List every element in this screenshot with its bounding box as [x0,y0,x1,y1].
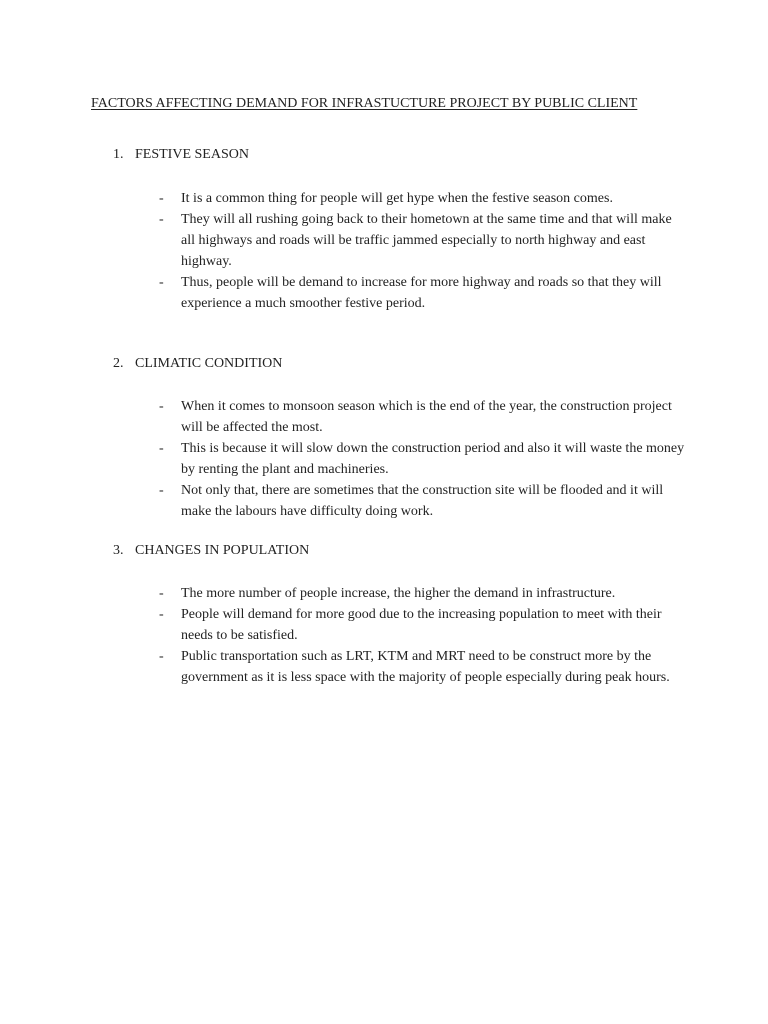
bullet-text: When it comes to monsoon season which is the end of the year, the construction project will be affected the most. [181,399,672,435]
bullet-text: Not only that, there are sometimes that the construction site will be flooded and it will make the labours have difficulty doing work. [181,483,664,519]
bullet-list [159,188,689,314]
section-title: CLIMATIC CONDITION [135,356,283,371]
dash-marker: - [159,275,164,290]
bullet-text: People will demand for more good due to the increasing population to meet with their needs to be satisfied. [181,607,662,643]
bullet-item [159,396,689,438]
bullet-item [159,438,689,480]
section-number: 1. [113,147,124,162]
dash-marker: - [159,649,164,664]
section-number: 3. [113,543,124,558]
dash-marker: - [159,191,164,206]
dash-marker: - [159,212,164,227]
bullet-text: Public transportation such as LRT, KTM and MRT need to be construct more by the government as it is less space with the majority of people especially during peak hours. [181,649,670,685]
bullet-text: Thus, people will be demand to increase for more highway and roads so that they will experience a much smoother festive period. [181,275,662,311]
bullet-text: The more number of people increase, the higher the demand in infrastructure. [181,586,616,601]
section-heading [113,145,249,165]
section-heading [113,354,282,374]
section-heading [113,541,309,561]
bullet-text: This is because it will slow down the construction period and also it will waste the money by renting the plant and machineries. [181,441,685,477]
bullet-item [159,272,689,314]
section-number: 2. [113,356,124,371]
bullet-item [159,209,689,272]
dash-marker: - [159,586,164,601]
section-title: CHANGES IN POPULATION [135,543,310,558]
section-title: FESTIVE SEASON [135,147,249,162]
dash-marker: - [159,441,164,456]
dash-marker: - [159,483,164,498]
bullet-item [159,604,689,646]
dash-marker: - [159,607,164,622]
bullet-item [159,583,689,604]
dash-marker: - [159,399,164,414]
bullet-text: It is a common thing for people will get hype when the festive season comes. [181,191,613,206]
bullet-item [159,188,689,209]
bullet-text: They will all rushing going back to their hometown at the same time and that will make all highways and roads will be traffic jammed especially to north highway and east highway. [181,212,672,269]
bullet-list [159,583,689,688]
bullet-list [159,396,689,522]
bullet-item [159,646,689,688]
bullet-item [159,480,689,522]
document-title: FACTORS AFFECTING DEMAND FOR INFRASTUCTURE PROJECT BY PUBLIC CLIENT [91,96,638,111]
